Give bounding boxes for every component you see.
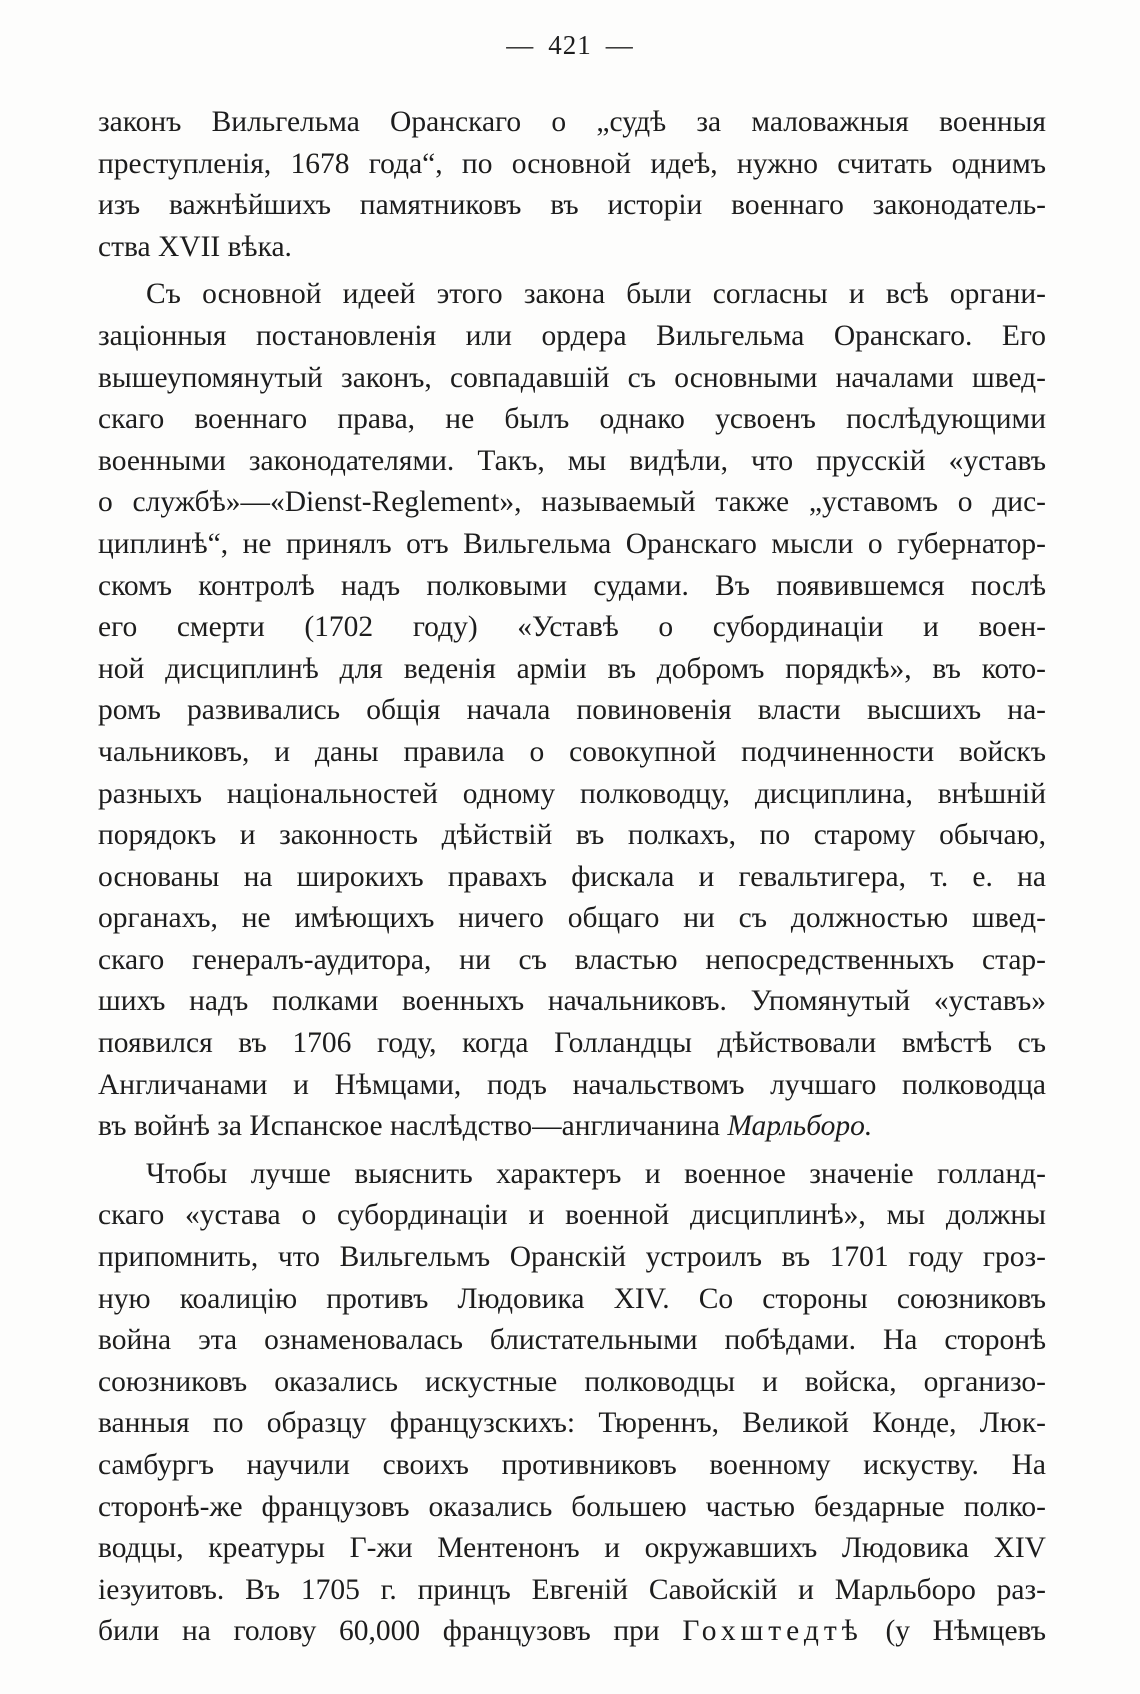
text-line: скаго генералъ-аудитора, ни съ властью непосредственныхъ стар- [98,943,1046,976]
text-line: шихъ надъ полками военныхъ начальниковъ. Упомянутый «уставъ» [98,985,1046,1018]
text-line: военными законодателями. Такъ, мы видѣли, что прусскій «уставъ [98,444,1046,477]
text-line: о службѣ»—«Dienst-Reglement», называемый также „уставомъ о дис- [98,486,1046,519]
text-line: чальниковъ, и даны правила о совокупной подчиненности войскъ [98,735,1046,768]
body-text [98,102,1046,1653]
text-line: законъ Вильгельма Оранскаго о „судѣ за маловажныя военныя [98,106,1046,138]
text-line: изъ важнѣйшихъ памятниковъ въ исторіи военнаго законодатель- [98,189,1046,222]
text-line: скаго военнаго права, не былъ однако усвоенъ послѣдующими [98,403,1046,436]
text-line: порядокъ и законность дѣйствій въ полкахъ, по старому обычаю, [98,819,1046,852]
page-number-value: 421 [548,30,592,60]
text-line: водцы, креатуры Г-жи Ментенонъ и окружавшихъ Людовика XIV [98,1532,1046,1565]
text-fragment: (у Нѣмцевъ [862,1615,1046,1648]
text-line: война эта ознаменовалась блистательными побѣдами. На сторонѣ [98,1324,1046,1357]
text-line: разныхъ національностей одному полководцу, дисциплина, внѣшній [98,777,1046,810]
text-line: Чтобы лучше выяснить характеръ и военное значеніе голланд- [146,1157,1046,1190]
paragraph-2 [98,274,1046,1147]
text-line: появился въ 1706 году, когда Голландцы дѣйствовали вмѣстѣ съ [98,1027,1046,1060]
spaced-place-name: Гохштедтѣ [682,1615,863,1648]
text-line: Съ основной идеей этого закона были согласны и всѣ органи- [146,278,1046,311]
text-line: циплинѣ“, не принялъ отъ Вильгельма Оранскаго мысли о губернатор- [98,527,1046,560]
text-line: самбургъ научили своихъ противниковъ военному искуству. На [98,1449,1046,1481]
paragraph-3 [98,1154,1046,1653]
paragraph-1 [98,102,1046,268]
text-line: ства XVII вѣка. [98,230,292,263]
text-line: ной дисциплинѣ для веденія арміи въ добромъ порядкѣ», въ кото- [98,652,1046,685]
text-fragment: въ войнѣ за Испанское наслѣдство—англичанина [98,1110,728,1143]
text-line [98,1106,1046,1148]
text-line: іезуитовъ. Въ 1705 г. принцъ Евгеній Савойскій и Марльборо раз- [98,1573,1046,1606]
text-fragment: били на голову 60,000 французовъ при [98,1615,683,1648]
text-line: основаны на широкихъ правахъ фискала и гевальтигера, т. е. на [98,860,1046,893]
italic-name: Марльборо. [727,1110,873,1143]
text-line: заціонныя постановленія или ордера Вильгельма Оранскаго. Его [98,319,1046,352]
text-line [98,1611,1046,1653]
text-line: органахъ, не имѣющихъ ничего общаго ни съ должностью швед- [98,902,1046,935]
page-number-dash-right: — [605,30,634,60]
text-line: Англичанами и Нѣмцами, подъ начальствомъ лучшаго полководца [98,1068,1046,1101]
text-line: преступленія, 1678 года“, по основной идеѣ, нужно считать однимъ [98,147,1046,180]
text-line: скомъ контролѣ надъ полковыми судами. Въ появившемся послѣ [98,569,1046,602]
page-number-dash-left: — [506,30,535,60]
text-line: ванныя по образцу французскихъ: Тюреннъ, Великой Конде, Люк- [98,1407,1046,1440]
page-number [0,30,1140,61]
text-line: союзниковъ оказались искустные полководцы и войска, организо- [98,1365,1046,1398]
text-line: припомнить, что Вильгельмъ Оранскій устроилъ въ 1701 году гроз- [98,1241,1046,1274]
text-line: скаго «устава о субординаціи и военной дисциплинѣ», мы должны [98,1199,1046,1232]
text-line: сторонѣ-же французовъ оказались большею частью бездарные полко- [98,1490,1046,1523]
text-line: его смерти (1702 году) «Уставѣ о субординаціи и воен- [98,611,1046,644]
text-line: ромъ развивались общія начала повиновенія власти высшихъ на- [98,694,1046,727]
text-line: вышеупомянутый законъ, совпадавшій съ основными началами швед- [98,361,1046,394]
text-line: ную коалицію противъ Людовика XIV. Со стороны союзниковъ [98,1282,1046,1315]
